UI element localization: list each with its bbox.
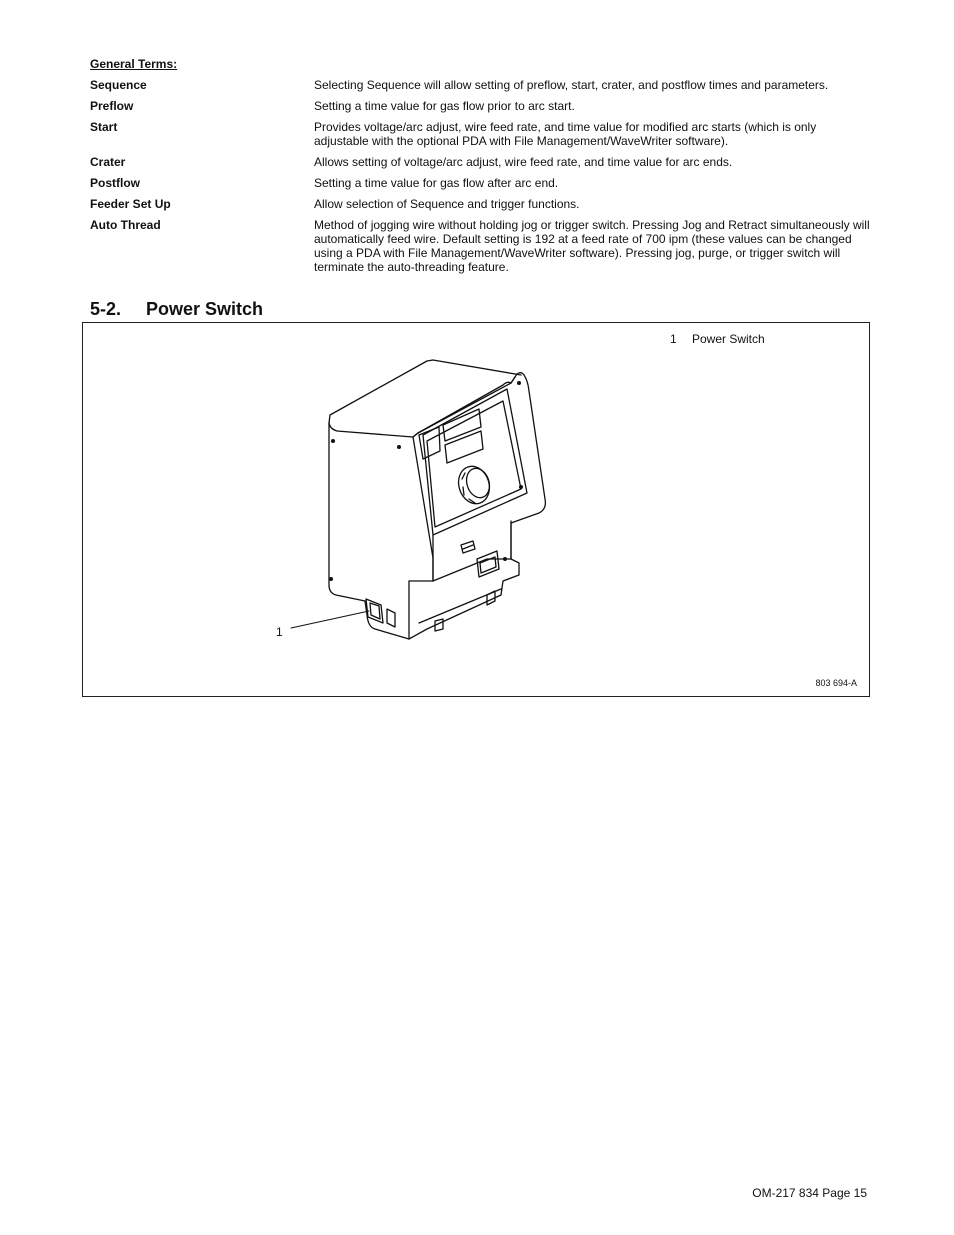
term-row-crater <box>90 155 870 169</box>
section-number: 5-2. <box>90 299 122 319</box>
screw-head <box>517 381 521 385</box>
general-terms-section <box>90 56 870 281</box>
callout-label: 1 <box>276 625 283 639</box>
legend-label: Power Switch <box>692 332 765 346</box>
term-row-feeder-set-up <box>90 197 870 211</box>
section-heading <box>90 298 263 320</box>
term-definition: Setting a time value for gas flow after arc end. <box>314 176 559 190</box>
term-definition: Selecting Sequence will allow setting of preflow, start, crater, and postflow times and parameters. <box>314 78 829 92</box>
screw-head <box>503 557 507 561</box>
lower-side-step <box>409 581 433 639</box>
term-name: Auto Thread <box>90 218 161 232</box>
page-footer: OM-217 834 Page 15 <box>752 1186 867 1200</box>
screw-head <box>397 445 401 449</box>
screw-head <box>519 485 523 489</box>
side-power-switch-body <box>387 609 395 627</box>
term-definition: Method of jogging wire without holding jog or trigger switch. Pressing Jog and Retract simultaneously will automatically feed wire. Default setting is 192 at a feed rate of 700 ipm (these values can be changed using a PDA with File Management/WaveWriter software). Pressing jog, purge, or trigger switch will terminate the auto-threading feature. <box>314 218 870 274</box>
latch-tab-line <box>463 545 473 549</box>
term-name: Postflow <box>90 176 140 190</box>
term-name: Feeder Set Up <box>90 197 171 211</box>
general-terms-heading: General Terms: <box>90 57 178 71</box>
side-power-switch-rocker <box>370 603 380 619</box>
term-definition: Provides voltage/arc adjust, wire feed rate, and time value for modified arc starts (which is only adjustable with the optional PDA with File Management/WaveWriter software). <box>314 120 817 148</box>
screw-head <box>331 439 335 443</box>
legend-number: 1 <box>670 332 677 346</box>
term-definition: Allows setting of voltage/arc adjust, wire feed rate, and time value for arc ends. <box>314 155 733 169</box>
term-row-postflow <box>90 176 870 190</box>
callout-leader-line <box>291 611 369 628</box>
figure-box <box>82 322 870 697</box>
term-row-start <box>90 120 870 148</box>
housing-left-edge <box>329 423 365 601</box>
front-bezel-outer <box>418 373 545 559</box>
screw-heads <box>329 381 523 581</box>
display-window-bottom <box>445 431 483 463</box>
term-row-sequence <box>90 78 870 92</box>
section-title: Power Switch <box>146 299 264 319</box>
term-definition: Setting a time value for gas flow prior to arc start. <box>314 99 575 113</box>
term-name: Sequence <box>90 78 147 92</box>
housing-top-front-edge <box>329 377 515 437</box>
term-definition: Allow selection of Sequence and trigger functions. <box>314 197 580 211</box>
housing-crease <box>413 433 418 437</box>
drawing-code: 803 694-A <box>815 678 857 688</box>
term-name: Preflow <box>90 99 134 113</box>
screw-head <box>329 577 333 581</box>
term-row-auto-thread <box>90 218 870 274</box>
term-row-preflow <box>90 99 870 113</box>
term-name: Crater <box>90 155 126 169</box>
base-front-edge <box>409 559 519 639</box>
wire-feeder-drawing <box>83 323 869 696</box>
term-name: Start <box>90 120 118 134</box>
